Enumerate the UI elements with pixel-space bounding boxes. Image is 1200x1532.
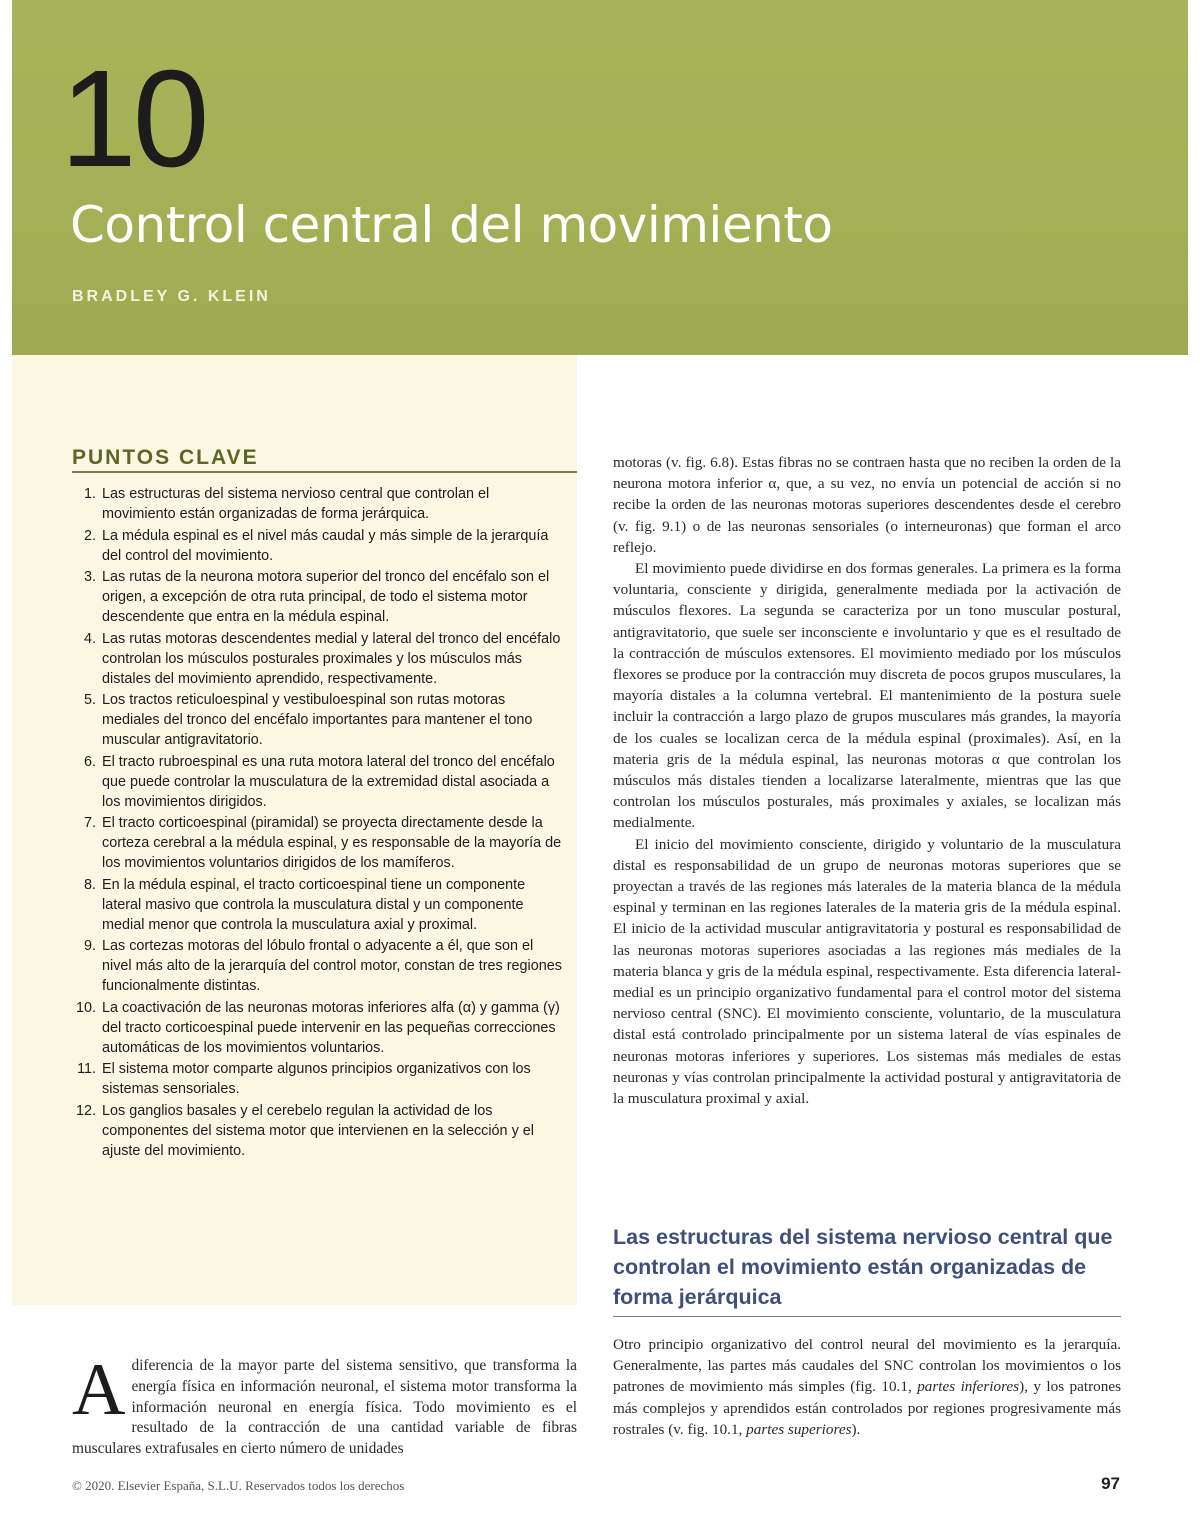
key-point-number: 12. [75,1102,96,1119]
key-point-text: La coactivación de las neuronas motoras inferiores alfa (α) y gamma (γ) del tracto corticoespinal puede intervenir en las pequeñas correcciones automáticas de los movimientos voluntarios. [102,999,560,1056]
key-point-item [72,629,562,689]
key-point-item [72,567,562,627]
key-point-item [72,484,562,524]
copyright-notice: © 2020. Elsevier España, S.L.U. Reservados todos los derechos [72,1478,405,1493]
section-text-b: ), y los patrones más complejos y aprendidos están controlados por regiones progresivamente más rostrales (v. fig. 10.1, [613,1378,1122,1438]
key-point-text: El tracto corticoespinal (piramidal) se proyecta directamente desde la corteza cerebral a la médula espinal, y es responsable de la mayoría de los movimientos voluntarios dirigidos de los mamíferos. [102,815,562,871]
intro-paragraph [72,1349,577,1460]
body-paragraph-3: El inicio del movimiento consciente, dirigido y voluntario de la musculatura distal es responsabilidad de un grupo de neuronas motoras superiores que se proyectan a través de las regiones más laterales de la materia blanca de la médula espinal y terminan en las regiones laterales de la materia gris de la médula espinal. El inicio de la actividad muscular antigravitatoria y postural es responsabilidad de las neuronas motoras superiores asociadas a las regiones más mediales de la materia blanca y gris de la médula espinal, respectivamente. Esta diferencia lateral-medial es un principio organizativo fundamental para el control motor del sistema nervioso central (SNC). El movimiento consciente, voluntario, de la musculatura distal está controlado principalmente por un sistema lateral de vías espinales de neuronas motoras inferiores y superiores. Los sistemas más mediales de estas neuronas y vías controlan principalmente la actividad postural y antigravitatoria de la musculatura proximal y axial. [613,835,1121,1108]
chapter-number: 10 [60,42,206,196]
section-heading: Las estructuras del sistema nervioso central que controlan el movimiento están organizadas de forma jerárquica [613,1222,1121,1317]
key-point-item [72,690,562,750]
figure-ref-lower: partes inferiores [917,1378,1020,1396]
key-point-item [72,998,562,1058]
key-point-number: 9. [83,938,96,954]
key-point-text: En la médula espinal, el tracto corticoespinal tiene un componente lateral masivo que controla la musculatura distal y un componente medial menor que controla la musculatura axial y proximal. [102,876,526,933]
key-point-number: 6. [83,753,96,770]
section-text-a: Otro principio organizativo del control neural del movimiento es la jerarquía. Generalmente, las partes más caudales del SNC controlan los movimientos o los patrones de movimiento más simples (fig. 10.1, [613,1336,1121,1396]
section-paragraph [613,1334,1121,1440]
key-point-item [72,1059,562,1099]
key-point-item [72,813,562,873]
key-point-text: Las cortezas motoras del lóbulo frontal o adyacente a él, que son el nivel más alto de la jerarquía del control motor, constan de tres regiones funcionalmente distintas. [102,938,562,994]
key-point-number: 7. [83,815,96,831]
key-points-list [72,484,562,1162]
key-point-item [72,752,562,812]
key-point-text: La médula espinal es el nivel más caudal y más simple de la jerarquía del control del movimiento. [102,527,549,564]
drop-cap: A [72,1349,126,1431]
key-point-number: 3. [83,569,96,585]
body-paragraph-1: motoras (v. fig. 6.8). Estas fibras no se contraen hasta que no reciben la orden de la neurona motora inferior α, que, a su vez, no envía un potencial de acción si no recibe la orden de las neuronas motoras superiores descendentes desde el cerebro (v. fig. 9.1) o de las neuronas sensoriales (o interneuronas) que forman el arco reflejo. [613,454,1121,556]
key-points-heading: PUNTOS CLAVE [72,446,577,473]
key-point-text: Las rutas motoras descendentes medial y lateral del tronco del encéfalo controlan los músculos posturales proximales y los músculos más distales del movimiento aprendido, respectivamente. [102,630,561,687]
key-point-number: 4. [83,630,96,647]
key-point-item [72,526,562,566]
intro-text: diferencia de la mayor parte del sistema sensitivo, que transforma la energía física en información neuronal, el sistema motor transforma la información neuronal en energía física. Todo movimiento es el resultado de la contracción de una cantidad variable de fibras musculares extrafusales en cierto número de unidades [72,1357,577,1458]
key-point-text: Las estructuras del sistema nervioso central que controlan el movimiento están organizadas de forma jerárquica. [102,486,490,522]
key-point-text: Los tractos reticuloespinal y vestibuloespinal son rutas motoras mediales del tronco del encéfalo importantes para mantener el tono muscular antigravitatorio. [102,692,533,748]
key-point-number: 8. [83,876,96,893]
body-paragraph-2: El movimiento puede dividirse en dos formas generales. La primera es la forma voluntaria, consciente y dirigida, generalmente mediada por la activación de músculos flexores. La segunda se caracteriza por un tono muscular postural, antigravitatorio, que suele ser inconsciente e involuntario y que es el resultado de la contracción de músculos extensores. El movimiento mediado por los músculos flexores se produce por la contracción muy discreta de pocos grupos musculares, la mayoría distales a la columna vertebral. El mantenimiento de la postura suele incluir la contracción a largo plazo de grupos musculares más grandes, la mayoría de los cuales se localizan cerca de la médula espinal (proximales). Así, en la materia gris de la médula espinal, las neuronas motoras α que controlan los músculos más distales tienden a localizarse lateralmente, mientras que las que controlan los músculos posturales, más proximales y axiales, se localizan más medialmente. [613,560,1121,832]
key-point-text: El sistema motor comparte algunos principios organizativos con los sistemas sensoriales. [102,1061,531,1097]
chapter-title: Control central del movimiento [70,196,833,254]
key-point-item [72,936,562,996]
key-point-number: 11. [77,1061,96,1077]
body-column [613,452,1121,1109]
section-text-c: ). [851,1420,861,1438]
figure-ref-upper: partes superiores [746,1420,852,1438]
key-point-number: 2. [83,527,96,544]
key-point-number: 5. [83,692,96,708]
key-point-text: El tracto rubroespinal es una ruta motora lateral del tronco del encéfalo que puede controlar la musculatura de la extremidad distal asociada a los movimientos dirigidos. [102,753,555,810]
page-number: 97 [1101,1474,1120,1493]
key-point-number: 10. [75,999,96,1016]
key-point-item [72,875,562,935]
key-point-item [72,1101,562,1161]
key-point-text: Las rutas de la neurona motora superior del tronco del encéfalo son el origen, a excepción de otra ruta principal, de todo el sistema motor descendente que entra en la médula espinal. [102,569,550,625]
chapter-author: BRADLEY G. KLEIN [72,288,271,305]
key-point-text: Los ganglios basales y el cerebelo regulan la actividad de los componentes del sistema motor que intervienen en la selección y el ajuste del movimiento. [102,1102,534,1159]
key-point-number: 1. [83,486,96,502]
